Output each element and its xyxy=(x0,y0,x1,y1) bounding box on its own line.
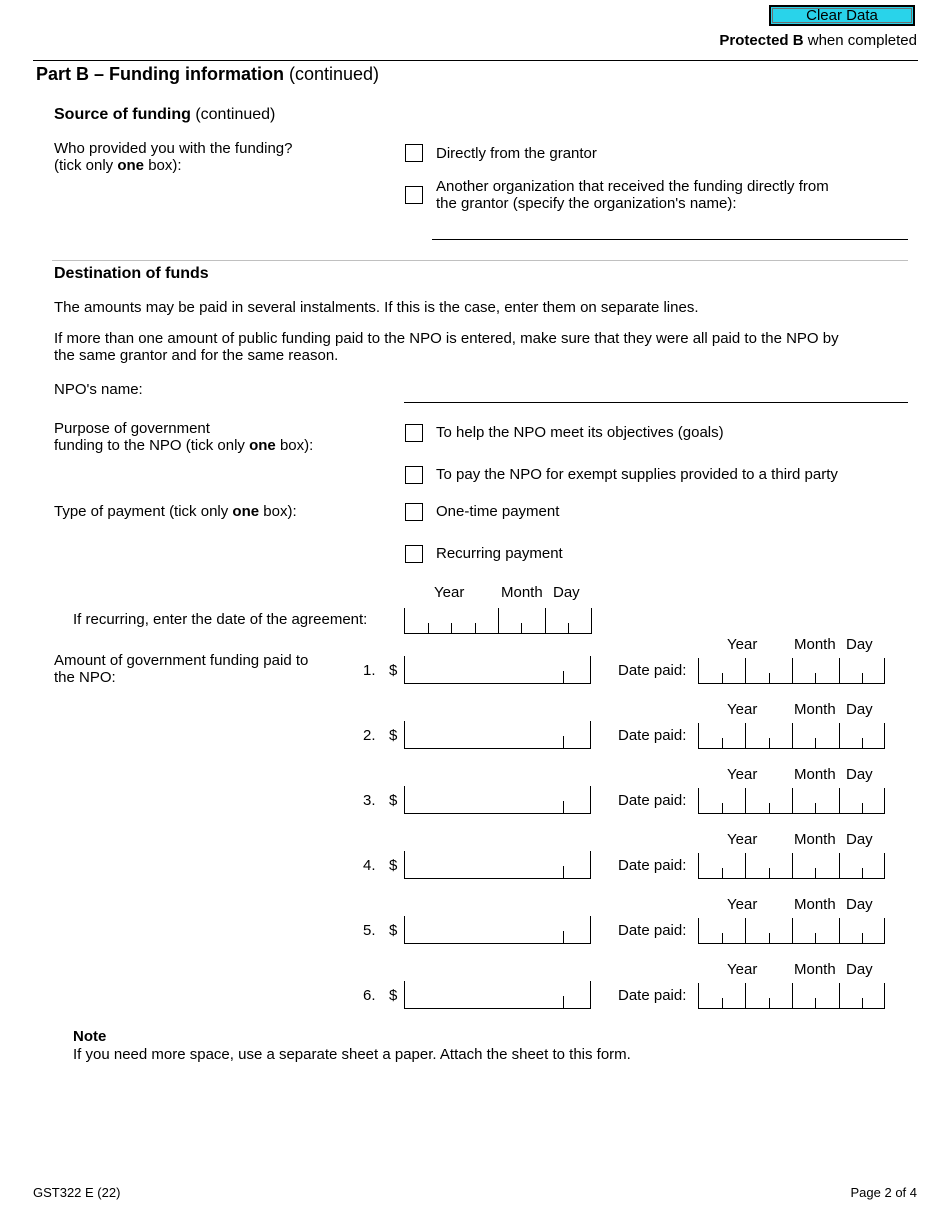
date-tick xyxy=(815,998,816,1008)
page-number: Page 2 of 4 xyxy=(850,1185,917,1200)
date-tick xyxy=(475,623,476,633)
option-meet-objectives: To help the NPO meet its objectives (goals) xyxy=(436,424,724,441)
payment-row-number: 2. xyxy=(363,727,376,744)
option-another-organization xyxy=(436,178,829,212)
date-tick xyxy=(769,738,770,748)
date-paid-input-4[interactable] xyxy=(698,853,885,879)
date-tick xyxy=(862,738,863,748)
date-paid-label: Date paid: xyxy=(618,727,687,744)
date-tick xyxy=(769,933,770,943)
dollar-sign: $ xyxy=(389,727,398,744)
date-divider xyxy=(792,658,793,683)
date-paid-month-label: Month xyxy=(794,701,836,718)
date-divider xyxy=(839,658,840,683)
payment-row-number: 5. xyxy=(363,922,376,939)
date-tick xyxy=(769,803,770,813)
protected-b-label: Protected B xyxy=(719,32,804,49)
date-tick xyxy=(568,623,569,633)
date-divider xyxy=(745,658,746,683)
purpose-label-pre: funding to the NPO (tick only xyxy=(54,437,250,454)
agreement-day-label: Day xyxy=(553,584,580,601)
checkbox-exempt-supplies[interactable] xyxy=(405,466,423,484)
cents-divider xyxy=(563,801,564,813)
date-paid-year-label: Year xyxy=(727,831,758,848)
date-tick xyxy=(862,868,863,878)
date-paid-input-2[interactable] xyxy=(698,723,885,749)
date-paid-year-label: Year xyxy=(727,701,758,718)
date-tick xyxy=(862,673,863,683)
date-paid-year-label: Year xyxy=(727,961,758,978)
amount-label-line2: the NPO: xyxy=(54,669,116,686)
date-divider xyxy=(745,853,746,878)
date-tick xyxy=(815,738,816,748)
date-tick xyxy=(722,933,723,943)
date-paid-input-6[interactable] xyxy=(698,983,885,1009)
agreement-year-label: Year xyxy=(434,584,465,601)
payment-type-pre: Type of payment (tick only xyxy=(54,503,233,520)
checkbox-another-organization[interactable] xyxy=(405,186,423,204)
option-recurring-payment: Recurring payment xyxy=(436,545,563,562)
date-tick xyxy=(815,933,816,943)
date-tick xyxy=(862,803,863,813)
date-tick xyxy=(521,623,522,633)
payment-row-number: 6. xyxy=(363,987,376,1004)
source-of-funding-heading xyxy=(54,106,275,124)
payment-type-label xyxy=(54,503,297,520)
header-divider xyxy=(33,60,918,61)
npo-name-input[interactable] xyxy=(404,402,908,403)
date-divider xyxy=(745,723,746,748)
date-divider xyxy=(498,608,499,633)
option-another-organization-line2: the grantor (specify the organization's name): xyxy=(436,195,737,212)
part-title-bold: Part B – Funding information xyxy=(36,64,284,84)
date-tick xyxy=(722,868,723,878)
note-heading-text: Note xyxy=(73,1028,107,1045)
same-grantor-line1: If more than one amount of public funding paid to the NPO is entered, make sure that they were all paid to the NPO by xyxy=(54,330,839,347)
purpose-label-line2 xyxy=(54,437,313,454)
date-tick xyxy=(769,673,770,683)
date-paid-year-label: Year xyxy=(727,766,758,783)
date-paid-month-label: Month xyxy=(794,766,836,783)
funding-question-post: box): xyxy=(144,157,182,174)
same-grantor-line2: the same grantor and for the same reason. xyxy=(54,347,339,364)
date-divider xyxy=(839,853,840,878)
option-another-organization-line1: Another organization that received the funding directly from xyxy=(436,178,829,195)
date-paid-year-label: Year xyxy=(727,636,758,653)
protected-b-suffix: when completed xyxy=(803,32,917,49)
checkbox-one-time-payment[interactable] xyxy=(405,503,423,521)
date-paid-day-label: Day xyxy=(846,961,873,978)
dollar-sign: $ xyxy=(389,922,398,939)
amount-input-5[interactable] xyxy=(404,916,591,944)
date-tick xyxy=(769,998,770,1008)
date-tick xyxy=(769,868,770,878)
date-tick xyxy=(815,673,816,683)
date-divider xyxy=(545,608,546,633)
cents-divider xyxy=(563,931,564,943)
date-divider xyxy=(792,788,793,813)
amount-input-6[interactable] xyxy=(404,981,591,1009)
date-divider xyxy=(839,788,840,813)
date-paid-label: Date paid: xyxy=(618,857,687,874)
clear-data-button[interactable]: Clear Data xyxy=(769,5,915,26)
date-paid-input-1[interactable] xyxy=(698,658,885,684)
cents-divider xyxy=(563,671,564,683)
dollar-sign: $ xyxy=(389,857,398,874)
date-paid-day-label: Day xyxy=(846,896,873,913)
option-directly-from-grantor: Directly from the grantor xyxy=(436,145,597,162)
date-paid-month-label: Month xyxy=(794,636,836,653)
payment-row-number: 4. xyxy=(363,857,376,874)
organization-name-input[interactable] xyxy=(432,239,908,240)
date-tick xyxy=(722,738,723,748)
date-paid-label: Date paid: xyxy=(618,987,687,1004)
date-tick xyxy=(451,623,452,633)
date-divider xyxy=(839,918,840,943)
date-tick xyxy=(862,933,863,943)
date-paid-input-3[interactable] xyxy=(698,788,885,814)
note-text: If you need more space, use a separate sheet a paper. Attach the sheet to this form. xyxy=(73,1046,631,1063)
date-divider xyxy=(745,918,746,943)
checkbox-directly-from-grantor[interactable] xyxy=(405,144,423,162)
date-paid-day-label: Day xyxy=(846,831,873,848)
destination-heading xyxy=(54,265,209,283)
section-divider xyxy=(52,260,908,261)
npo-name-label: NPO's name: xyxy=(54,381,143,398)
funding-question-one: one xyxy=(117,157,145,174)
funding-question-line1: Who provided you with the funding? xyxy=(54,140,293,157)
date-divider xyxy=(839,983,840,1008)
cents-divider xyxy=(563,736,564,748)
agreement-date-input[interactable] xyxy=(404,608,592,634)
cents-divider xyxy=(563,866,564,878)
funding-question xyxy=(54,140,292,174)
recurring-date-label: If recurring, enter the date of the agreement: xyxy=(73,611,368,628)
date-paid-month-label: Month xyxy=(794,896,836,913)
purpose-label-post: box): xyxy=(275,437,314,454)
date-paid-input-5[interactable] xyxy=(698,918,885,944)
amount-label-line1: Amount of government funding paid to xyxy=(54,652,309,669)
amount-input-2[interactable] xyxy=(404,721,591,749)
date-paid-label: Date paid: xyxy=(618,792,687,809)
funding-question-pre: (tick only xyxy=(54,157,118,174)
option-one-time-payment: One-time payment xyxy=(436,503,560,520)
funding-question-line2 xyxy=(54,157,292,174)
instalments-paragraph: The amounts may be paid in several instalments. If this is the case, enter them on separate lines. xyxy=(54,299,699,316)
date-tick xyxy=(862,998,863,1008)
amount-input-1[interactable] xyxy=(404,656,591,684)
date-paid-day-label: Day xyxy=(846,636,873,653)
payment-row-number: 3. xyxy=(363,792,376,809)
source-of-funding-heading-bold: Source of funding xyxy=(54,106,191,123)
date-tick xyxy=(815,803,816,813)
date-divider xyxy=(792,918,793,943)
source-of-funding-heading-suffix: (continued) xyxy=(190,106,276,123)
date-tick xyxy=(722,803,723,813)
date-tick xyxy=(815,868,816,878)
payment-row-number: 1. xyxy=(363,662,376,679)
checkbox-meet-objectives[interactable] xyxy=(405,424,423,442)
date-paid-month-label: Month xyxy=(794,831,836,848)
date-divider xyxy=(839,723,840,748)
same-grantor-paragraph xyxy=(54,330,839,364)
purpose-label-one: one xyxy=(249,437,276,454)
date-paid-day-label: Day xyxy=(846,701,873,718)
date-tick xyxy=(428,623,429,633)
date-tick xyxy=(722,673,723,683)
payment-type-one: one xyxy=(232,503,260,520)
cents-divider xyxy=(563,996,564,1008)
date-paid-day-label: Day xyxy=(846,766,873,783)
dollar-sign: $ xyxy=(389,987,398,1004)
option-exempt-supplies: To pay the NPO for exempt supplies provided to a third party xyxy=(436,466,838,483)
part-title xyxy=(36,64,379,85)
date-paid-label: Date paid: xyxy=(618,662,687,679)
date-divider xyxy=(792,853,793,878)
date-paid-label: Date paid: xyxy=(618,922,687,939)
destination-heading-text: Destination of funds xyxy=(54,265,209,282)
date-divider xyxy=(745,788,746,813)
note-heading xyxy=(73,1028,106,1045)
dollar-sign: $ xyxy=(389,662,398,679)
date-divider xyxy=(792,983,793,1008)
date-paid-year-label: Year xyxy=(727,896,758,913)
form-id: GST322 E (22) xyxy=(33,1185,121,1200)
amount-label xyxy=(54,652,308,686)
purpose-label-line1: Purpose of government xyxy=(54,420,210,437)
amount-input-3[interactable] xyxy=(404,786,591,814)
payment-type-post: box): xyxy=(259,503,297,520)
date-divider xyxy=(792,723,793,748)
part-title-suffix: (continued) xyxy=(284,64,380,84)
protected-b-notice xyxy=(719,32,917,49)
date-divider xyxy=(745,983,746,1008)
checkbox-recurring-payment[interactable] xyxy=(405,545,423,563)
amount-input-4[interactable] xyxy=(404,851,591,879)
dollar-sign: $ xyxy=(389,792,398,809)
purpose-label xyxy=(54,420,313,454)
date-tick xyxy=(722,998,723,1008)
date-paid-month-label: Month xyxy=(794,961,836,978)
agreement-month-label: Month xyxy=(501,584,543,601)
